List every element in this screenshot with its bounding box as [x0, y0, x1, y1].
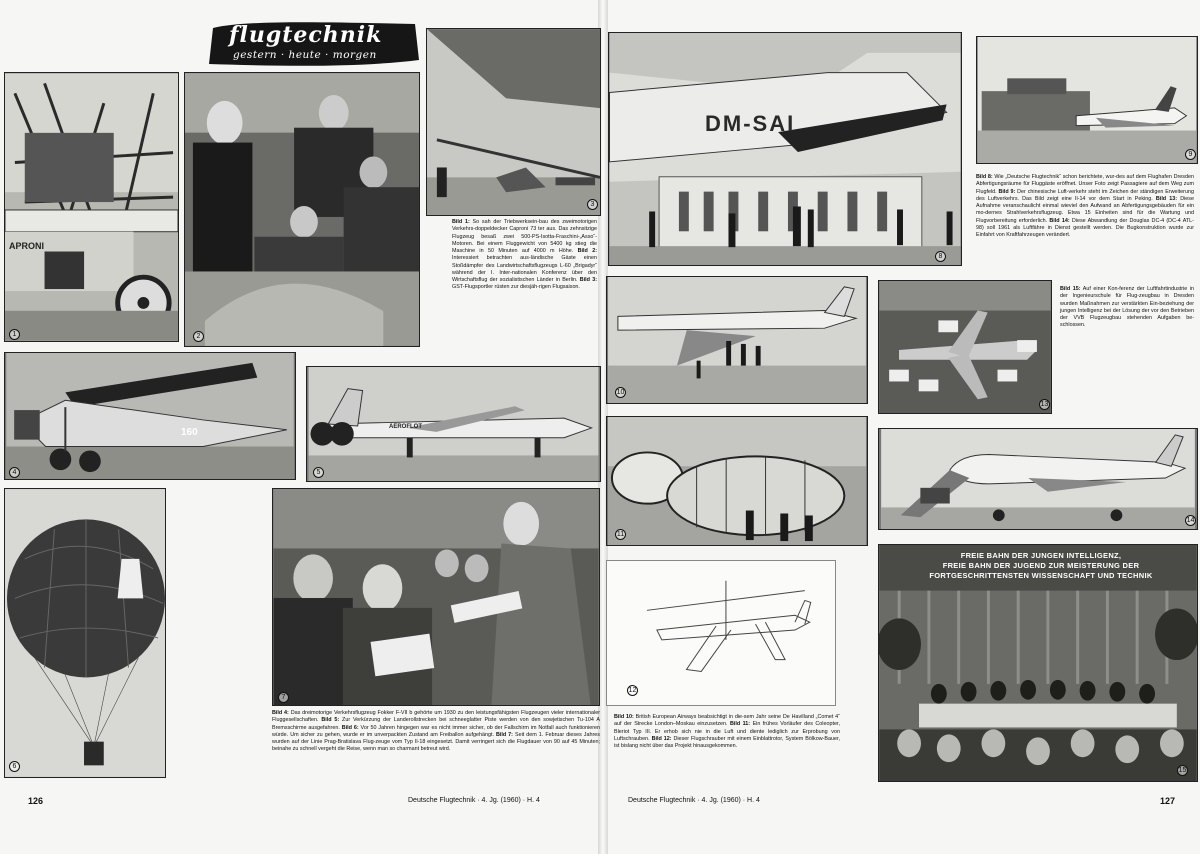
- photo-guests-shock-absorber: [184, 72, 420, 347]
- footer-right: Deutsche Flugtechnik · 4. Jg. (1960) · H. 4: [628, 797, 760, 804]
- caption-label-bild4: Bild 4:: [272, 710, 289, 716]
- caption-text-bild5: Zur Verkürzung der Landerollstrecken bei schneeglatter Piste werden von den sowjetischen Tu-104 A Bremsschirme ausgefahren.: [272, 717, 600, 731]
- caption-text-bild3: GST-Flugsportler rüsten zur diesjäh-rigen Flugsaison.: [452, 284, 580, 291]
- photo-tu104: [306, 366, 601, 482]
- photo-service-vehicles: [878, 280, 1052, 414]
- figure-number-1: 1: [9, 329, 20, 340]
- footer-left: Deutsche Flugtechnik · 4. Jg. (1960) · H. 4: [408, 797, 540, 804]
- caption-text-bild11: Ein frühes Vorläufer des Coleopter, Bleriot Typ III. Er erhob sich nie in die Luft und diente lediglich zur Erprobung von Luftschrauben.: [614, 721, 840, 742]
- caption-label-bild8: Bild 8:: [976, 174, 993, 180]
- page-number-right: 127: [1160, 796, 1176, 806]
- bleriot-illustration: [607, 417, 867, 545]
- photo-il14-peking: [976, 36, 1198, 164]
- caption-text-bild6: Vor 50 Jahren hingegen war es nicht immer sicher, ob der Fallschirm im Notfall auch funktionieren würde. Um sicher zu gehen, wurde er im unverpackten Zustand am Freiballon aufgehängt.: [272, 724, 601, 738]
- caproni-lettering: APRONI: [9, 241, 45, 251]
- caption-label-bild12: Bild 12:: [651, 735, 672, 742]
- aircraft-registration: DM-SAI: [705, 111, 796, 136]
- photo-comet4: [606, 276, 868, 404]
- service-illustration: [879, 281, 1051, 413]
- page-number-left: 126: [28, 796, 44, 806]
- banner-line-2: FREIE BAHN DER JUGEND ZUR MEISTERUNG DER: [942, 561, 1140, 570]
- photo-flugschrauber-drawing: [606, 560, 836, 706]
- caption-label-bild9: Bild 9:: [998, 188, 1016, 195]
- caption-text-bild9: Der chinesische Luft-verkehr steht im Zeichen der ständigen Erweiterung des Luftverkehrs. Das Bild zeigt eine Il-14 vor dem Start in Peking.: [976, 188, 1194, 202]
- caption-text-bild4: Das dreimotorige Verkehrsflugzeug Fokker F-VII b gehörte um 1930 zu den leistungsfähigsten Flugzeugen vieler internationaler Fluggesellschaften.: [272, 710, 600, 724]
- logo-subtitle: gestern · heute · morgen: [233, 49, 377, 61]
- fokker-illustration: [5, 353, 295, 479]
- figure-number-11: 11: [616, 531, 625, 538]
- caption-left-b: [272, 710, 600, 754]
- conference-banner: [901, 551, 1181, 581]
- caption-right-b: [614, 714, 840, 750]
- caption-label-bild14: Bild 14:: [1049, 217, 1070, 224]
- figure-number-13: 13: [1040, 401, 1049, 408]
- photo-fokker: [4, 352, 296, 480]
- photo-dc4-atl98: [878, 428, 1198, 530]
- peking-illustration: [977, 37, 1197, 163]
- tu104-lettering: AEROFLOT: [389, 424, 422, 430]
- caption-label-bild10: Bild 10:: [614, 714, 634, 720]
- dresden-illustration: [609, 33, 961, 265]
- photo-dresden-airport: [608, 32, 962, 266]
- figure-number-9: 9: [1185, 149, 1196, 160]
- figure-number-3: 3: [587, 199, 598, 210]
- caption-label-bild11: Bild 11:: [729, 721, 751, 728]
- caption-text-bild15: Auf einer Kon-ferenz der Luftfahrtindustrie in der Ingenieurschule für Flug-zeugbau in Dresden wurden Maßnahmen zur verstärkten Ein-beziehung der jungen Intelligenz bei der Lösung der vor den Betrieben der VVB Flugzeugbau stehenden Aufgaben be-schlossen.: [1060, 286, 1194, 329]
- caption-text-bild8: Wie „Deutsche Flugtechnik“ schon berichtete, wur-des auf dem Flughafen Dresden Abfertigungsräume für Fluggäste eröffnet. Unser Foto zeigt Passagiere auf dem Weg zum Flugfeld.: [976, 174, 1194, 195]
- figure-number-12: 12: [628, 687, 637, 694]
- photo-caproni-engine: [4, 72, 179, 342]
- magazine-logo: [205, 20, 423, 68]
- logo-title: flugtechnik: [229, 22, 383, 48]
- figure-number-15: 15: [1178, 767, 1187, 774]
- caption-text-bild14: Diese Abwandlung der Douglas DC-4 (DC-4 ATL-98) soll 1961 als Luftfähre in Dienst gestellt werden. Die Bugkonstruktion wurde zur Einfahrt von Kraftfahrzeugen verändert.: [976, 217, 1194, 238]
- caption-text-bild13: Diese Aufnahme veranschaulicht einmal wieviel den Aufwand an Abfertigungsgebäuden für ein mo-dernes Strahlverkehrsflugzeug. Etwa 15 Einheiten sind für die Wartung und Flugvorbereitung erforderlich.: [976, 195, 1195, 224]
- flugschrauber-illustration: [607, 561, 835, 705]
- caption-label-bild5: Bild 5:: [321, 717, 340, 724]
- glider-illustration: [427, 29, 600, 215]
- caption-right-a-cont: [1060, 286, 1194, 330]
- caption-left-a: [452, 219, 597, 292]
- figure-number-7: 7: [278, 692, 289, 703]
- figure-number-4: 4: [9, 467, 20, 478]
- figure-number-8: 8: [935, 251, 946, 262]
- figure-number-6: 6: [9, 761, 20, 772]
- photo-conference-hall: [878, 544, 1198, 782]
- caption-text-bild1: So sah der Triebwerksein-bau des zweimotorigen Verkehrs-doppeldecker Caproni 73 ter aus. Das zehnsitzige Flugzeug besaß zwei 500-PS-Isotta-Fraschini-„Asso“-Motoren. Bei einem Fluggewicht von 5400 kg stieg die Maschine in 50 Minuten auf 4000 m Höhe.: [452, 219, 597, 254]
- banner-line-1: FREIE BAHN DER JUNGEN INTELLIGENZ,: [960, 551, 1122, 560]
- photo-glider: [426, 28, 601, 216]
- photo-balloon: [4, 488, 166, 778]
- comet-illustration: [607, 277, 867, 403]
- caption-label-bild7: Bild 7:: [495, 731, 513, 738]
- photo-il18-cabin: [272, 488, 600, 706]
- caption-right-a: [976, 174, 1194, 239]
- caproni-illustration: [5, 73, 178, 341]
- figure-number-5: 5: [313, 467, 324, 478]
- guests-illustration: [185, 73, 419, 346]
- banner-line-3: FORTGESCHRITTENSTEN WISSENSCHAFT UND TECHNIK: [929, 571, 1153, 580]
- balloon-illustration: [5, 489, 165, 777]
- caption-text-bild10: British European Airways beabsichtigt in die-sem Jahr seine De Havilland „Comet 4“ auf der Strecke London–Moskau einzusetzen.: [614, 714, 840, 728]
- caption-text-bild2: Interessiert betrachten aus-ländische Gäste einen Stoßdämpfer des Landwirtschaftsflugzeugs L-60 „Brigadyr“ während der I. Inter-nationalen Konferenz über den Wirtschaftsflug der sozialistischen Länder in Berlin.: [452, 255, 597, 283]
- caption-label-bild15: Bild 15:: [1060, 286, 1081, 292]
- figure-number-14: 14: [1186, 517, 1195, 524]
- cabin-illustration: [273, 489, 599, 705]
- caption-label-bild2: Bild 2:: [577, 248, 597, 254]
- caption-text-bild7: Seit dem 1. Februar dieses Jahres wurden auf der Linie Prag-Bratislava Flug-zeuge vom Typ Il-18 eingesetzt. Damit verringert sich die Flugdauer von 90 auf 45 Minuten; beinahe zu schnell vergeht die Reise, wenn man so charmant betreut wird.: [272, 731, 600, 753]
- tu104-illustration: [307, 367, 600, 481]
- caption-label-bild3: Bild 3:: [579, 277, 597, 283]
- fokker-number: 160: [181, 427, 198, 438]
- caption-text-bild12: Dieser Flugschrauber mit einem Einblattrotor, System Bölkow-Bauer, ist bislang nicht über das Projekt hinausgekommen.: [614, 735, 840, 749]
- figure-number-2: 2: [193, 331, 204, 342]
- caption-label-bild13: Bild 13:: [1155, 195, 1178, 202]
- caption-label-bild1: Bild 1:: [452, 219, 470, 225]
- figure-number-10: 10: [616, 389, 625, 396]
- photo-bleriot-coleopter: [606, 416, 868, 546]
- caption-label-bild6: Bild 6:: [341, 724, 359, 731]
- dc4-illustration: [879, 429, 1197, 529]
